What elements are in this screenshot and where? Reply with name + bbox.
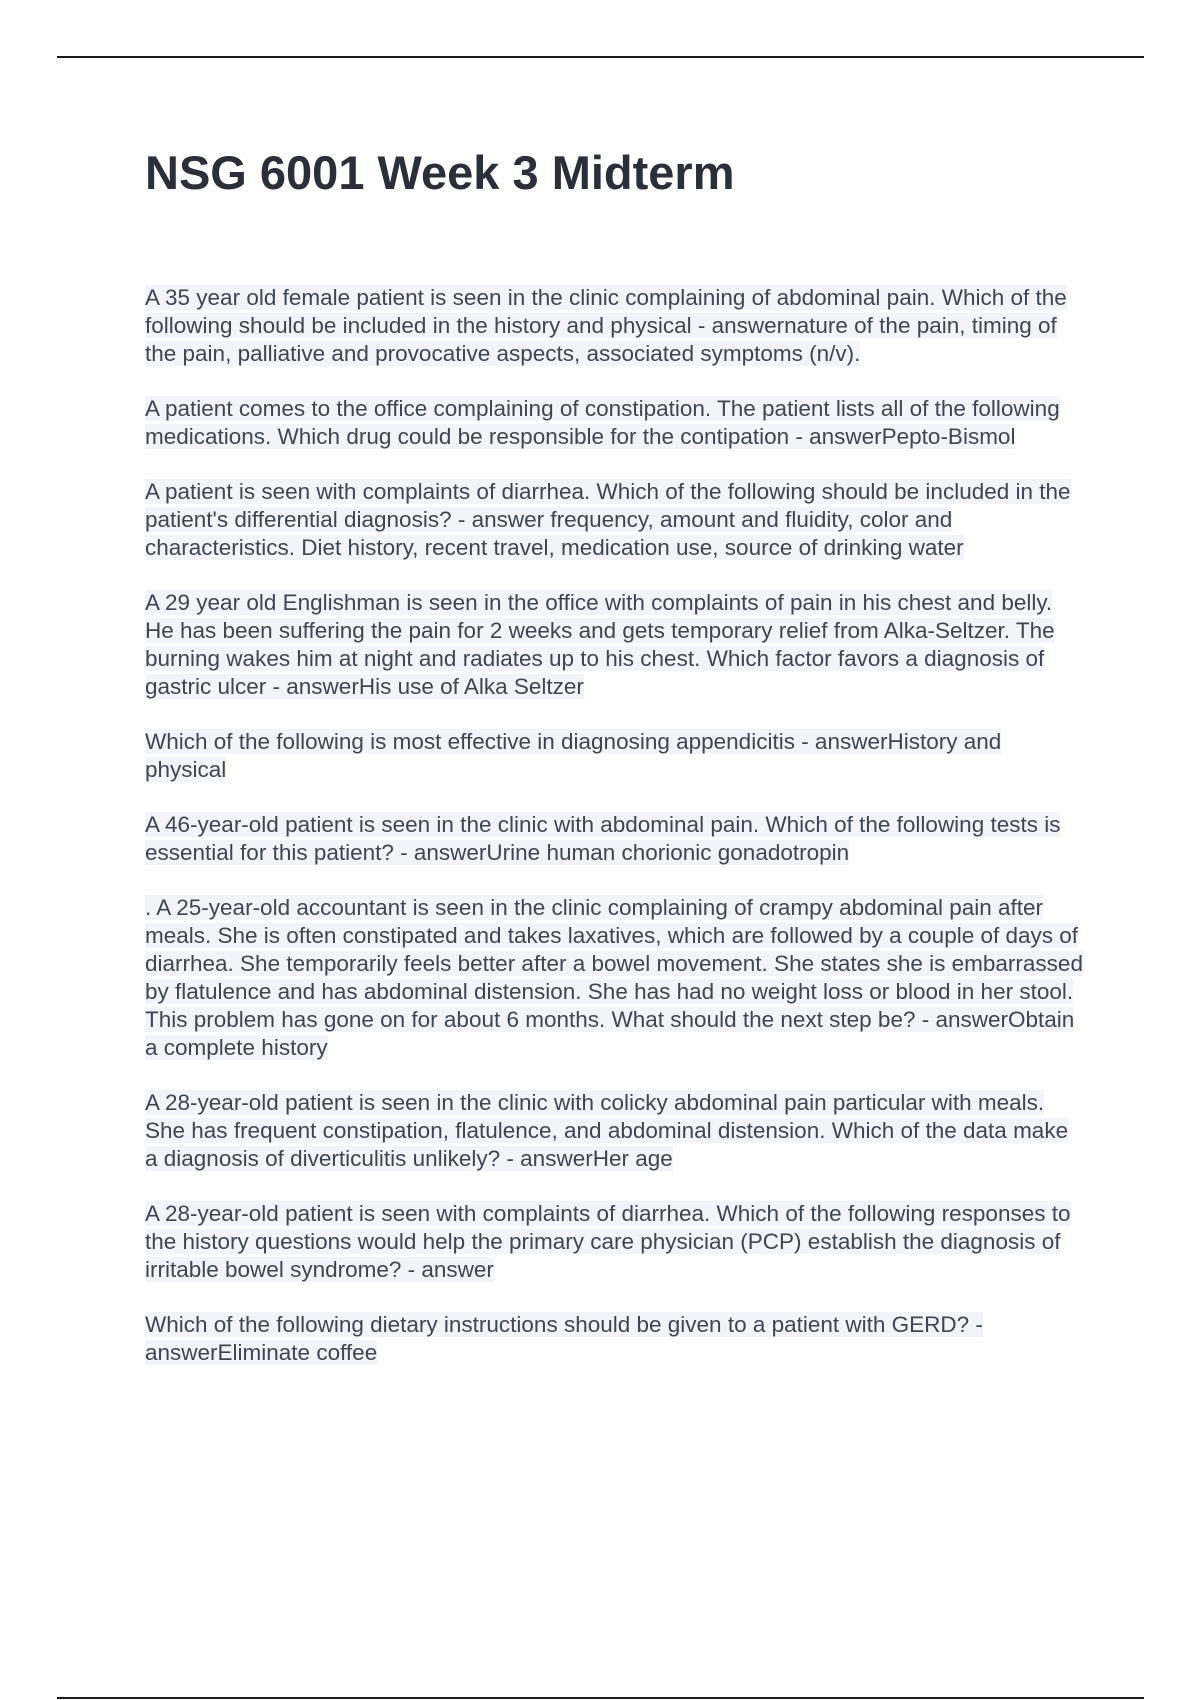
top-rule bbox=[57, 56, 1144, 58]
question-text: A 46-year-old patient is seen in the clinic with abdominal pain. Which of the following tests is essential for this patient? - answerUrine human chorionic gonadotropin bbox=[145, 812, 1061, 865]
question-text: A patient is seen with complaints of diarrhea. Which of the following should be included in the patient's differential diagnosis? - answer frequency, amount and fluidity, color and characteristics. Diet history, recent travel, medication use, source of drinking water bbox=[145, 479, 1071, 560]
question-text: A 35 year old female patient is seen in the clinic complaining of abdominal pain. Which of the following should be included in the history and physical - answernature of the pain, timing of the pain, palliative and provocative aspects, associated symptoms (n/v). bbox=[145, 285, 1067, 366]
question-item-7 bbox=[145, 894, 1085, 1062]
question-item-5 bbox=[145, 728, 1085, 784]
question-list bbox=[145, 284, 1085, 1394]
question-text: . A 25-year-old accountant is seen in the clinic complaining of crampy abdominal pain after meals. She is often constipated and takes laxatives, which are followed by a couple of days of diarrhea. She temporarily feels better after a bowel movement. She states she is embarrassed by flatulence and has abdominal distension. She has had no weight loss or blood in her stool. This problem has gone on for about 6 months. What should the next step be? - answerObtain a complete history bbox=[145, 895, 1083, 1060]
question-text: A 29 year old Englishman is seen in the office with complaints of pain in his chest and belly. He has been suffering the pain for 2 weeks and gets temporary relief from Alka-Seltzer. The burning wakes him at night and radiates up to his chest. Which factor favors a diagnosis of gastric ulcer - answerHis use of Alka Seltzer bbox=[145, 590, 1055, 699]
question-item-1 bbox=[145, 284, 1085, 368]
question-text: A patient comes to the office complaining of constipation. The patient lists all of the following medications. Which drug could be responsible for the contipation - answerPepto-Bismol bbox=[145, 396, 1060, 449]
question-item-8 bbox=[145, 1089, 1085, 1173]
question-item-2 bbox=[145, 395, 1085, 451]
question-item-6 bbox=[145, 811, 1085, 867]
bottom-rule bbox=[57, 1697, 1144, 1699]
question-text: A 28-year-old patient is seen with complaints of diarrhea. Which of the following responses to the history questions would help the primary care physician (PCP) establish the diagnosis of irritable bowel syndrome? - answer bbox=[145, 1201, 1071, 1282]
question-item-3 bbox=[145, 478, 1085, 562]
question-item-10 bbox=[145, 1311, 1085, 1367]
question-text: Which of the following is most effective in diagnosing appendicitis - answerHistory and physical bbox=[145, 729, 1002, 782]
question-item-9 bbox=[145, 1200, 1085, 1284]
question-item-4 bbox=[145, 589, 1085, 701]
question-text: A 28-year-old patient is seen in the clinic with colicky abdominal pain particular with meals. She has frequent constipation, flatulence, and abdominal distension. Which of the data make a diagnosis of diverticulitis unlikely? - answerHer age bbox=[145, 1090, 1069, 1171]
page-title: NSG 6001 Week 3 Midterm bbox=[145, 146, 735, 199]
question-text: Which of the following dietary instructions should be given to a patient with GERD? - answerEliminate coffee bbox=[145, 1312, 983, 1365]
